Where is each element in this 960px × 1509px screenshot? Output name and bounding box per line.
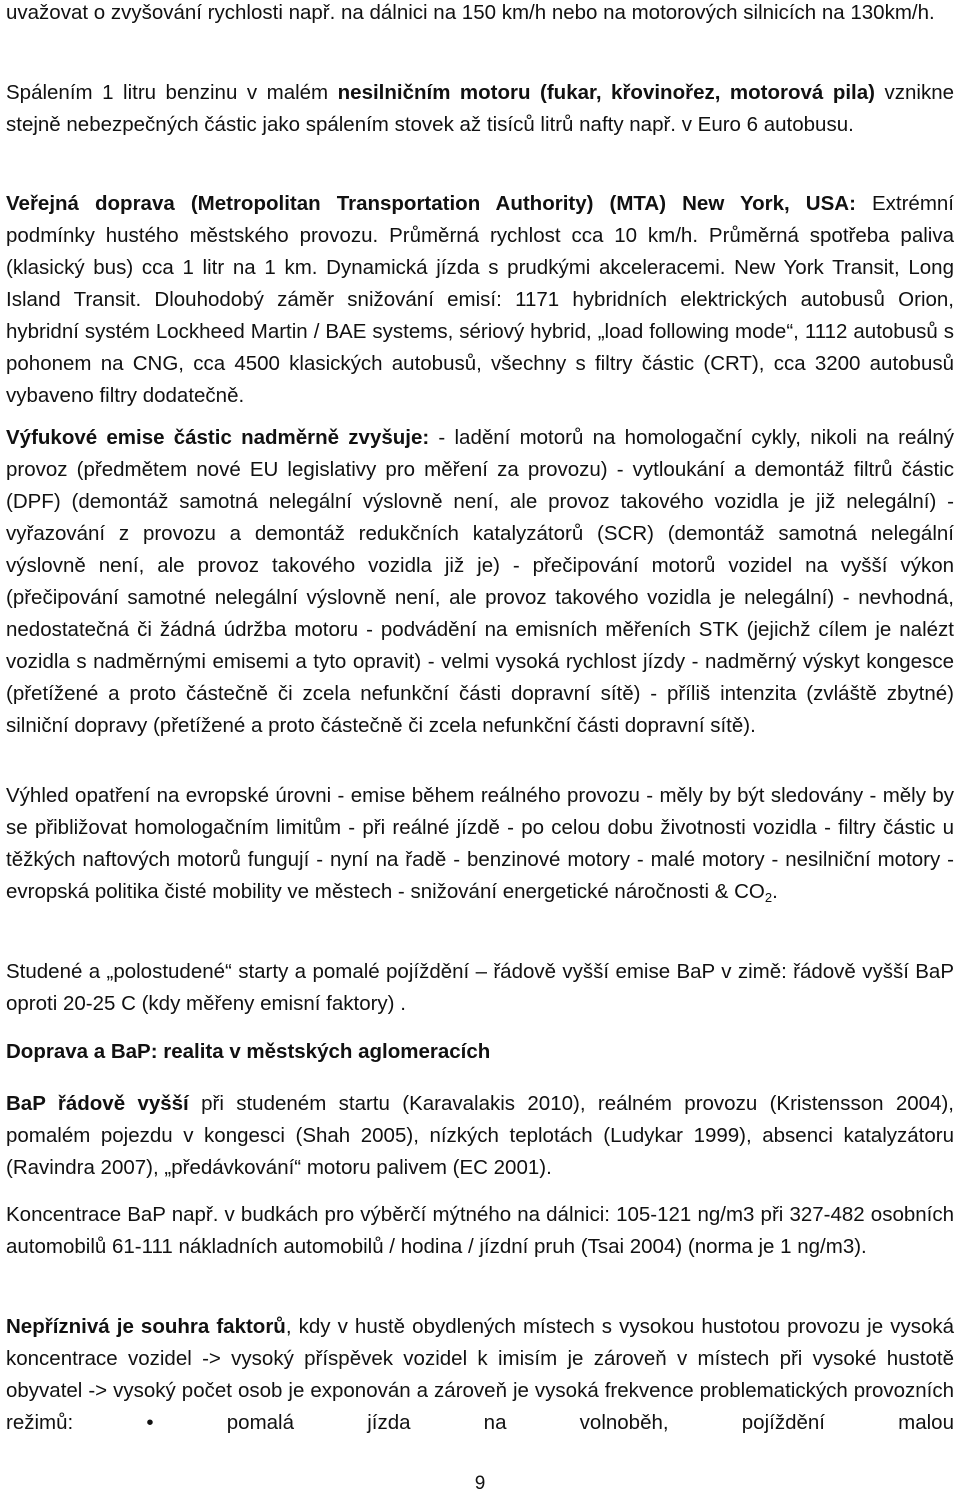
bold-heading: Veřejná doprava (Metropolitan Transportation Authority) (MTA) New York, USA: — [6, 192, 856, 215]
bold-heading: BaP řádově vyšší — [6, 1092, 189, 1115]
paragraph-text: , kdy v hustě obydlených místech s vysokou hustotou provozu je vysoká koncentrace vozidel -> vysoký příspěvek vozidel k imisím je zároveň v místech při vysoké hustotě obyvatel -> vysoký počet osob je exponován a zároveň je vysoká frekvence problematických provozních režimů: — [6, 1315, 954, 1434]
paragraph-bap-higher — [6, 1088, 954, 1184]
bold-heading: Výfukové emise částic nadměrně zvyšuje: — [6, 426, 430, 449]
paragraph-eu-outlook — [6, 780, 954, 908]
section-heading-bap — [6, 1036, 954, 1068]
paragraph-cold-starts — [6, 956, 954, 1020]
bold-heading: Nepříznivá je souhra faktorů — [6, 1315, 286, 1338]
subscript: 2 — [764, 890, 773, 905]
paragraph-text: - ladění motorů na homologační cykly, nikoli na reálný provoz (předmětem nové EU legislativy pro měření za provozu) - vytloukání a demontáž filtrů částic (DPF) (demontáž samotná nelegální výslovně není, ale provoz takového vozidla je již nelegální) - vyřazování z provozu a demontáž redukčních katalyzátorů (SCR) (demontáž samotná nelegální výslovně není, ale provoz takového vozidla již je) - přečipování motorů vozidel na vyšší výkon (přečipování samotné nelegální výslovně není, ale provoz takového vozidla je nelegální) - nevhodná, nedostatečná či žádná údržba motoru - podvádění na emisních měřeních STK (jejichž cílem je nalézt vozidla s nadměrnými emisemi a tyto opravit) - velmi vysoká rychlost jízdy - nadměrný výskyt kongesce (přetížené a proto částečně či zcela nefunkční části dopravní sítě) - příliš intenzita (zvláště zbytné) silniční dopravy (přetížené a proto částečně či zcela nefunkční části dopravní sítě). — [6, 426, 955, 737]
paragraph-speed-limits — [6, 0, 954, 29]
page-number: 9 — [474, 1473, 486, 1494]
paragraph-unfavourable-factors — [6, 1311, 954, 1439]
paragraph-toll-booths — [6, 1199, 954, 1263]
paragraph-text: Spálením 1 litru benzinu v malém — [6, 81, 338, 104]
paragraph-text: Studené a „polostudené“ starty a pomalé pojíždění – řádově vyšší emise BaP v zimě: řádově vyšší BaP oproti 20-25 C (kdy měřeny emisní faktory) . — [6, 960, 954, 1015]
bold-phrase: nesilničním motoru (fukar, křovinořez, motorová pila) — [337, 81, 875, 104]
paragraph-text: Extrémní podmínky hustého městského provozu. Průměrná rychlost cca 10 km/h. Průměrná spotřeba paliva (klasický bus) cca 1 litr na 1 km. Dynamická jízda s prudkými akceleracemi. New York Transit, Long Island Transit. Dlouhodobý záměr snižování emisí: 1171 hybridních elektrických autobusů Orion, hybridní systém Lockheed Martin / BAE systems, sériový hybrid, „load following mode“, 1112 autobusů s pohonem na CNG, cca 4500 klasických autobusů, všechny s filtry částic (CRT), cca 3200 autobusů vybaveno filtry dodatečně. — [6, 192, 954, 407]
paragraph-text: pomalá jízda na volnoběh, pojíždění malou — [153, 1411, 954, 1434]
paragraph-mta-new-york — [6, 188, 954, 412]
bullet-icon: • — [146, 1411, 154, 1434]
paragraph-text: Koncentrace BaP např. v budkách pro výběrčí mýtného na dálnici: 105-121 ng/m3 při 327-482 osobních automobilů 61-111 nákladních automobilů / hodina / jízdní pruh (Tsai 2004) (norma je 1 ng/m3). — [6, 1203, 954, 1258]
document-page — [6, 0, 954, 1509]
paragraph-text: při studeném startu (Karavalakis 2010), reálném provozu (Kristensson 2004), pomalém pojezdu v kongesci (Shah 2005), nízkých teplotách (Ludykar 1999), absenci katalyzátoru (Ravindra 2007), „předávkování“ motoru palivem (EC 2001). — [6, 1092, 954, 1179]
paragraph-small-engines — [6, 77, 954, 141]
paragraph-text: vznikne stejně nebezpečných částic jako spálením stovek až tisíců litrů nafty např. v Euro 6 autobusu. — [6, 81, 954, 136]
paragraph-text: uvažovat o zvyšování rychlosti např. na dálnici na 150 km/h nebo na motorových silnicích na 130km/h. — [6, 1, 935, 24]
bold-heading: Doprava a BaP: realita v městských aglomeracích — [6, 1040, 491, 1063]
paragraph-text: . — [772, 880, 778, 903]
paragraph-text: Výhled opatření na evropské úrovni - emise během reálného provozu - měly by být sledovány - měly by se přibližovat homologačním limitům - při reálné jízdě - po celou dobu životnosti vozidla - filtry částic u těžkých naftových motorů fungují - nyní na řadě - benzinové motory - malé motory - nesilniční motory - evropská politika čisté mobility ve městech - snižování energetické náročnosti & CO — [6, 784, 954, 903]
paragraph-exhaust-emissions — [6, 422, 954, 742]
